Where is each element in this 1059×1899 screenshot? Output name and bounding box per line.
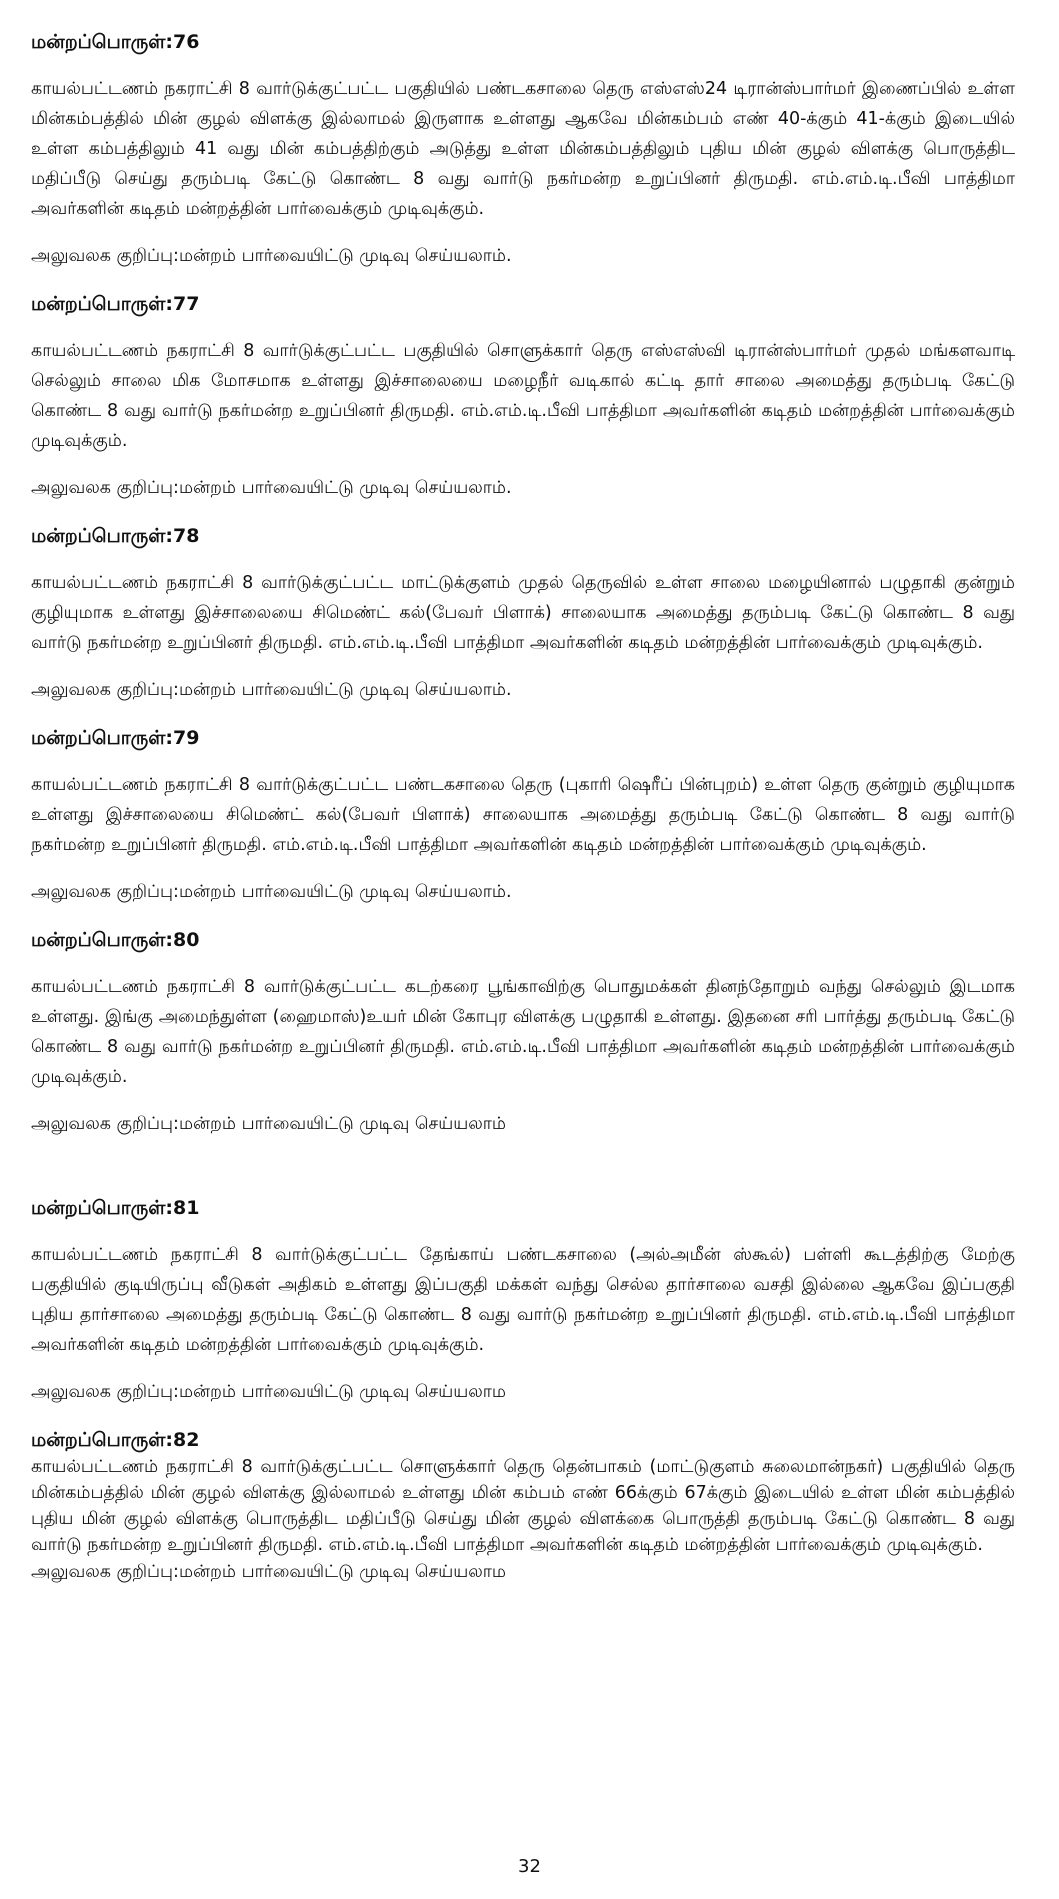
- page-number: 32: [518, 1856, 541, 1877]
- agenda-item-title: மன்றப்பொருள்:77: [31, 293, 200, 315]
- agenda-item-body: காயல்பட்டணம் நகராட்சி 8 வார்டுக்குட்பட்ட மாட்டுக்குளம் முதல் தெருவில் உள்ள சாலை மழையினால் பழுதாகி குன்றும் குழியுமாக உள்ளது இச்சாலையை சிமெண்ட் கல்(பேவர் பிளாக்) சாலையாக அமைத்து தரும்படி கேட்டு கொண்ட 8 வது வார்டு நகர்மன்ற உறுப்பினர் திருமதி. எம்.எம்.டி.பீவி பாத்திமா அவர்களின் கடிதம் மன்றத்தின் பார்வைக்கும் முடிவுக்கும்.: [31, 573, 1015, 653]
- office-note: அலுவலக குறிப்பு:மன்றம் பார்வையிட்டு முடிவு செய்யலாம: [31, 1562, 506, 1582]
- agenda-item-82: [31, 1426, 1015, 1586]
- agenda-item-body: காயல்பட்டணம் நகராட்சி 8 வார்டுக்குட்பட்ட கடற்கரை பூங்காவிற்கு பொதுமக்கள் தினந்தோறும் வந்து செல்லும் இடமாக உள்ளது. இங்கு அமைந்துள்ள (ஹைமாஸ்)உயர் மின் கோபுர விளக்கு பழுதாகி உள்ளது. இதனை சரி பார்த்து தரும்படி கேட்டு கொண்ட 8 வது வார்டு நகர்மன்ற உறுப்பினர் திருமதி. எம்.எம்.டி.பீவி பாத்திமா அவர்களின் கடிதம் மன்றத்தின் பார்வைக்கும் முடிவுக்கும்.: [31, 977, 1015, 1087]
- office-note: அலுவலக குறிப்பு:மன்றம் பார்வையிட்டு முடிவு செய்யலாம்.: [31, 478, 512, 498]
- agenda-item-title: மன்றப்பொருள்:79: [31, 727, 200, 749]
- agenda-item-title: மன்றப்பொருள்:81: [31, 1197, 200, 1219]
- agenda-item-body: காயல்பட்டணம் நகராட்சி 8 வார்டுக்குட்பட்ட பகுதியில் சொளுக்கார் தெரு எஸ்எஸ்வி டிரான்ஸ்பார்மர் முதல் மங்களவாடி செல்லும் சாலை மிக மோசமாக உள்ளது இச்சாலையை மழைநீர் வடிகால் கட்டி தார் சாலை அமைத்து தரும்படி கேட்டு கொண்ட 8 வது வார்டு நகர்மன்ற உறுப்பினர் திருமதி. எம்.எம்.டி.பீவி பாத்திமா அவர்களின் கடிதம் மன்றத்தின் பார்வைக்கும் முடிவுக்கும்.: [31, 341, 1015, 451]
- agenda-item-78: [31, 522, 1015, 724]
- agenda-item-76: [31, 28, 1015, 290]
- agenda-item-body: காயல்பட்டணம் நகராட்சி 8 வார்டுக்குட்பட்ட பண்டகசாலை தெரு (புகாரி ஷெரீப் பின்புறம்) உள்ள தெரு குன்றும் குழியுமாக உள்ளது இச்சாலையை சிமெண்ட் கல்(பேவர் பிளாக்) சாலையாக அமைத்து தரும்படி கேட்டு கொண்ட 8 வது வார்டு நகர்மன்ற உறுப்பினர் திருமதி. எம்.எம்.டி.பீவி பாத்திமா அவர்களின் கடிதம் மன்றத்தின் பார்வைக்கும் முடிவுக்கும்.: [31, 775, 1015, 855]
- office-note: அலுவலக குறிப்பு:மன்றம் பார்வையிட்டு முடிவு செய்யலாம்.: [31, 246, 512, 266]
- document-page: [31, 28, 1015, 1586]
- agenda-item-81: [31, 1194, 1015, 1426]
- office-note: அலுவலக குறிப்பு:மன்றம் பார்வையிட்டு முடிவு செய்யலாம்: [31, 1114, 506, 1134]
- agenda-item-body: காயல்பட்டணம் நகராட்சி 8 வார்டுக்குட்பட்ட சொளுக்கார் தெரு தென்பாகம் (மாட்டுகுளம் சுலைமான்நகர்) பகுதியில் தெரு மின்கம்பத்தில் மின் குழல் விளக்கு இல்லாமல் உள்ளது மின் கம்பம் எண் 66க்கும் 67க்கும் இடையில் உள்ள மின் கம்பத்தில் புதிய மின் குழல் விளக்கு பொருத்திட மதிப்பீடு செய்து மின் குழல் விளக்கை பொருத்தி தரும்படி கேட்டு கொண்ட 8 வது வார்டு நகர்மன்ற உறுப்பினர் திருமதி. எம்.எம்.டி.பீவி பாத்திமா அவர்களின் கடிதம் மன்றத்தின் பார்வைக்கும் முடிவுக்கும்.: [31, 1457, 1015, 1555]
- agenda-item-title: மன்றப்பொருள்:76: [31, 31, 200, 53]
- agenda-item-title: மன்றப்பொருள்:80: [31, 929, 200, 951]
- agenda-item-79: [31, 724, 1015, 926]
- agenda-item-body: காயல்பட்டணம் நகராட்சி 8 வார்டுக்குட்பட்ட பகுதியில் பண்டகசாலை தெரு எஸ்எஸ்24 டிரான்ஸ்பார்மர் இணைப்பில் உள்ள மின்கம்பத்தில் மின் குழல் விளக்கு இல்லாமல் இருளாக உள்ளது ஆகவே மின்கம்பம் எண் 40-க்கும் 41-க்கும் இடையில் உள்ள கம்பத்திலும் 41 வது மின் கம்பத்திற்கும் அடுத்து உள்ள மின்கம்பத்திலும் புதிய மின் குழல் விளக்கு பொருத்திட மதிப்பீடு செய்து தரும்படி கேட்டு கொண்ட 8 வது வார்டு நகர்மன்ற உறுப்பினர் திருமதி. எம்.எம்.டி.பீவி பாத்திமா அவர்களின் கடிதம் மன்றத்தின் பார்வைக்கும் முடிவுக்கும்.: [31, 79, 1015, 219]
- office-note: அலுவலக குறிப்பு:மன்றம் பார்வையிட்டு முடிவு செய்யலாம்.: [31, 680, 512, 700]
- agenda-item-77: [31, 290, 1015, 522]
- agenda-item-title: மன்றப்பொருள்:82: [31, 1429, 200, 1451]
- office-note: அலுவலக குறிப்பு:மன்றம் பார்வையிட்டு முடிவு செய்யலாம: [31, 1382, 506, 1402]
- agenda-item-80: [31, 926, 1015, 1194]
- agenda-item-title: மன்றப்பொருள்:78: [31, 525, 200, 547]
- agenda-item-body: காயல்பட்டணம் நகராட்சி 8 வார்டுக்குட்பட்ட தேங்காய் பண்டகசாலை (அல்அமீன் ஸ்கூல்) பள்ளி கூடத்திற்கு மேற்கு பகுதியில் குடியிருப்பு வீடுகள் அதிகம் உள்ளது இப்பகுதி மக்கள் வந்து செல்ல தார்சாலை வசதி இல்லை ஆகவே இப்பகுதி புதிய தார்சாலை அமைத்து தரும்படி கேட்டு கொண்ட 8 வது வார்டு நகர்மன்ற உறுப்பினர் திருமதி. எம்.எம்.டி.பீவி பாத்திமா அவர்களின் கடிதம் மன்றத்தின் பார்வைக்கும் முடிவுக்கும்.: [31, 1245, 1015, 1355]
- office-note: அலுவலக குறிப்பு:மன்றம் பார்வையிட்டு முடிவு செய்யலாம்.: [31, 882, 512, 902]
